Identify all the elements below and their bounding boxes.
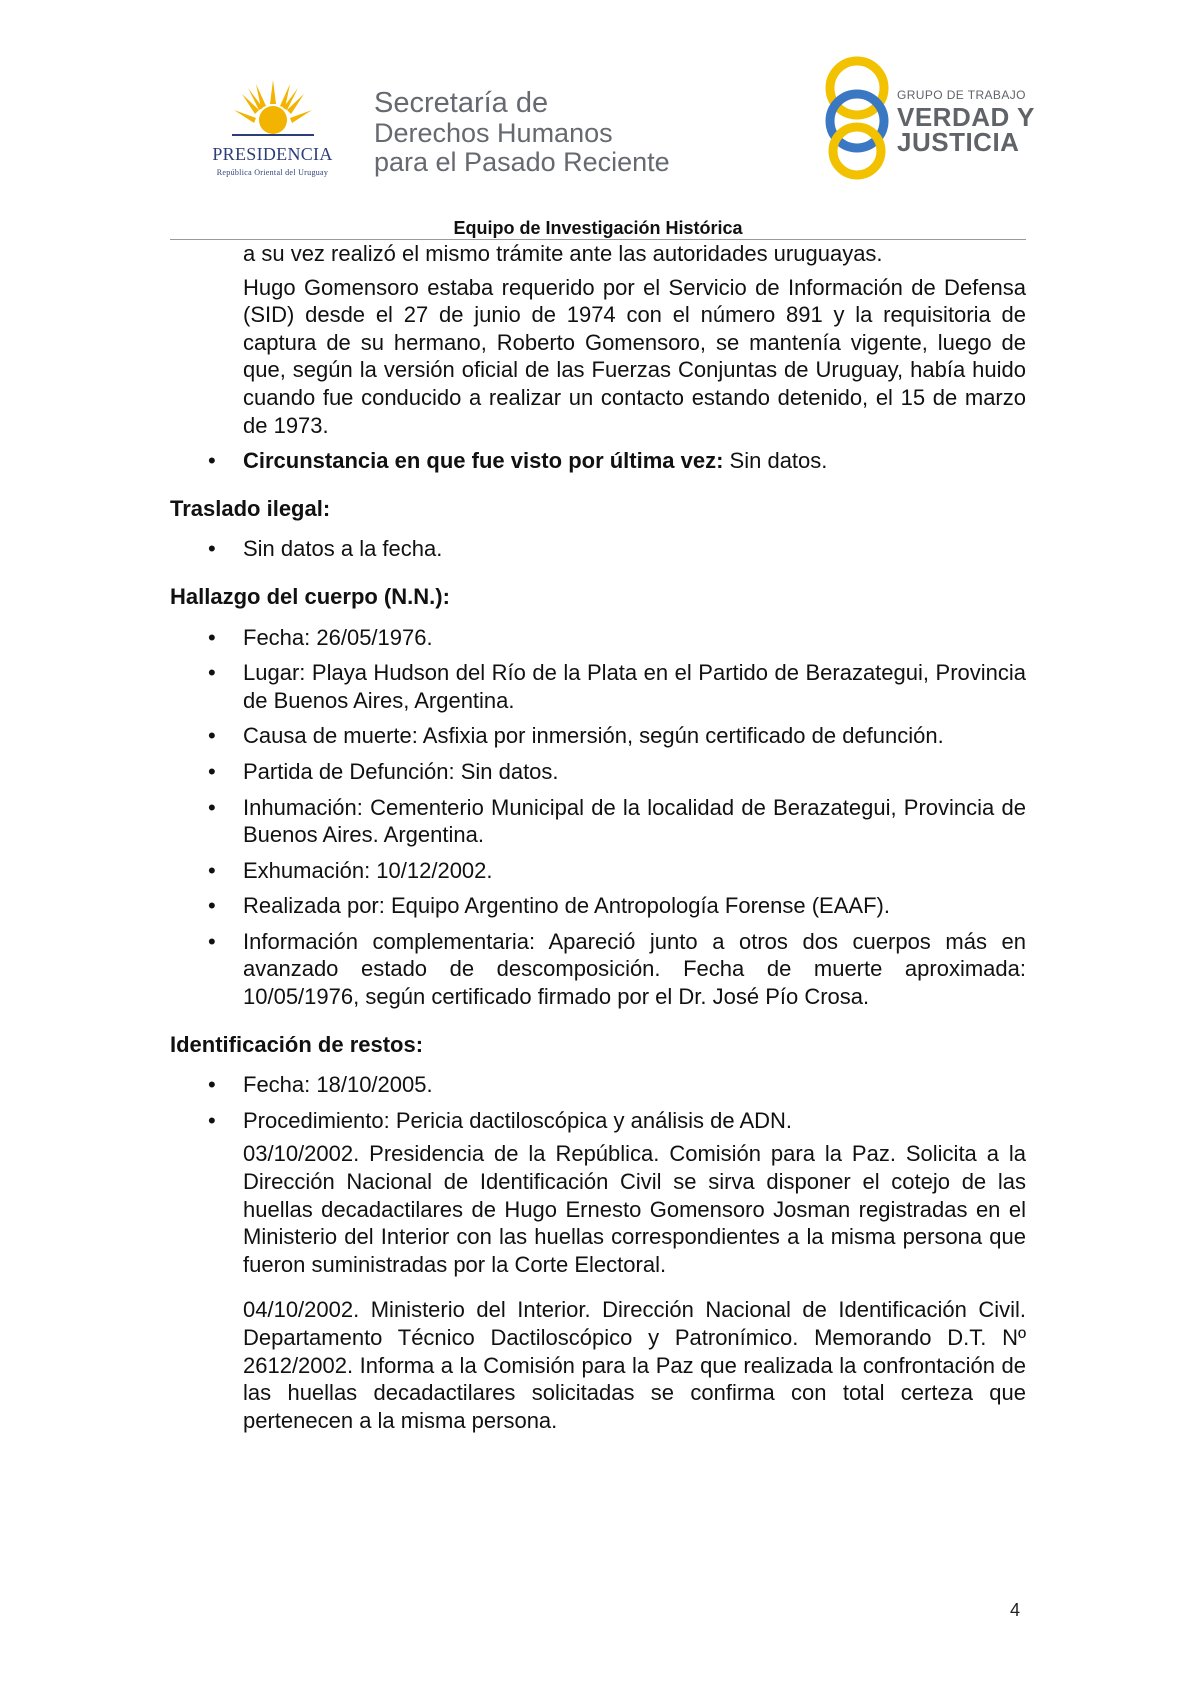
bullet-icon: • [208,448,216,474]
bullet-icon: • [208,624,216,650]
list-item: • Fecha: 26/05/1976. [208,624,433,650]
continued-paragraph: a su vez realizó el mismo trámite ante las autoridades uruguayas. [243,241,883,266]
traslado-list [170,535,1026,563]
presidencia-subtitle: República Oriental del Uruguay [216,168,329,177]
list-item: • Exhumación: 10/12/2002. [208,857,493,883]
page-header [0,0,1190,250]
presidencia-name: PRESIDENCIA [212,144,333,164]
circumstance-label: Circunstancia en que fue visto por última vez: [243,448,724,474]
interlocked-rings-icon [822,55,892,180]
verdad-justicia-logo [822,55,1042,185]
list-item: • Partida de Defunción: Sin datos. [208,758,559,784]
list-item: • Procedimiento: Pericia dactiloscópica y análisis de ADN. [208,1107,793,1133]
identificacion-list [170,1071,1026,1134]
team-title: Equipo de Investigación Histórica [453,218,743,238]
list-item: • Lugar: Playa Hudson del Río de la Plata en el Partido de Berazategui, Provincia de Buenos Aires, Argentina. [208,660,1026,713]
list-item: • Inhumación: Cementerio Municipal de la localidad de Berazategui, Provincia de Buenos Aires. Argentina. [208,794,1026,848]
secretaria-line-3: para el Pasado Reciente [374,147,670,177]
bullet-icon: • [208,536,216,562]
vyj-group-label: GRUPO DE TRABAJO [897,88,1026,102]
vyj-justicia-label: JUSTICIA [897,127,1020,157]
traslado-heading: Traslado ilegal: [170,495,331,521]
identification-paragraph-1: 03/10/2002. Presidencia de la República. Comisión para la Paz. Solicita a la Dirección Nacional de Identificación Civil se sirva disponer el cotejo de las huellas decadactilares de Hugo Ernesto Gomensoro Josman registradas en el Ministerio del Interior con las huellas correspondientes a la misma persona que fueron suministradas por la Corte Electoral. [243,1141,1026,1277]
secretaria-line-1: Secretaría de [374,87,549,119]
bullet-icon: • [208,1107,216,1133]
vyj-verdad-label: VERDAD Y [897,102,1035,132]
bullet-icon: • [208,893,216,919]
sun-emblem-icon [232,78,314,144]
list-item: • Fecha: 18/10/2005. [208,1072,433,1098]
presidencia-logo [195,78,350,178]
bullet-icon: • [208,1072,216,1098]
bullet-icon: • [208,660,216,686]
bullet-icon: • [208,928,216,954]
identification-paragraph-2: 04/10/2002. Ministerio del Interior. Dirección Nacional de Identificación Civil. Departamento Técnico Dactiloscópico y Patronímico. Memorando D.T. Nº 2612/2002. Informa a la Comisión para la Paz que realizada la confrontación de las huellas decadactilares solicitadas se confirma con total certeza que pertenecen a la misma persona. [243,1297,1026,1433]
bullet-icon: • [208,758,216,784]
list-item: • Causa de muerte: Asfixia por inmersión, según certificado de defunción. [208,723,944,749]
identificacion-heading: Identificación de restos: [170,1031,424,1057]
sid-paragraph: Hugo Gomensoro estaba requerido por el Servicio de Información de Defensa (SID) desde el 27 de junio de 1974 con el número 891 y la requisitoria de captura de su hermano, Roberto Gomensoro, se mantenía vigente, luego de que, según la versión oficial de las Fuerzas Conjuntas de Uruguay, había huido cuando fue conducido a realizar un contacto estando detenido, el 15 de marzo de 1973. [243,274,1026,438]
list-item: • Realizada por: Equipo Argentino de Antropología Forense (EAAF). [208,893,890,919]
hallazgo-heading: Hallazgo del cuerpo (N.N.): [170,583,450,609]
list-item: • Información complementaria: Apareció junto a otros dos cuerpos más en avanzado estado de descomposición. Fecha de muerte aproximada: 10/05/1976, según certificado firmado por el Dr. José Pío Crosa. [208,928,1026,1010]
document-body [170,240,1026,1434]
secretaria-line-2: Derechos Humanos [374,118,613,148]
page-number: 4 [1010,1600,1021,1620]
bullet-icon: • [208,794,216,820]
circumstance-list [170,447,1026,475]
circumstance-value: Sin datos. [723,448,828,474]
bullet-icon: • [208,857,216,883]
hallazgo-list [170,624,1026,1011]
bullet-icon: • [208,723,216,749]
list-item: • Sin datos a la fecha. [208,536,443,562]
list-item [170,447,1026,475]
secretaria-title [374,88,670,177]
